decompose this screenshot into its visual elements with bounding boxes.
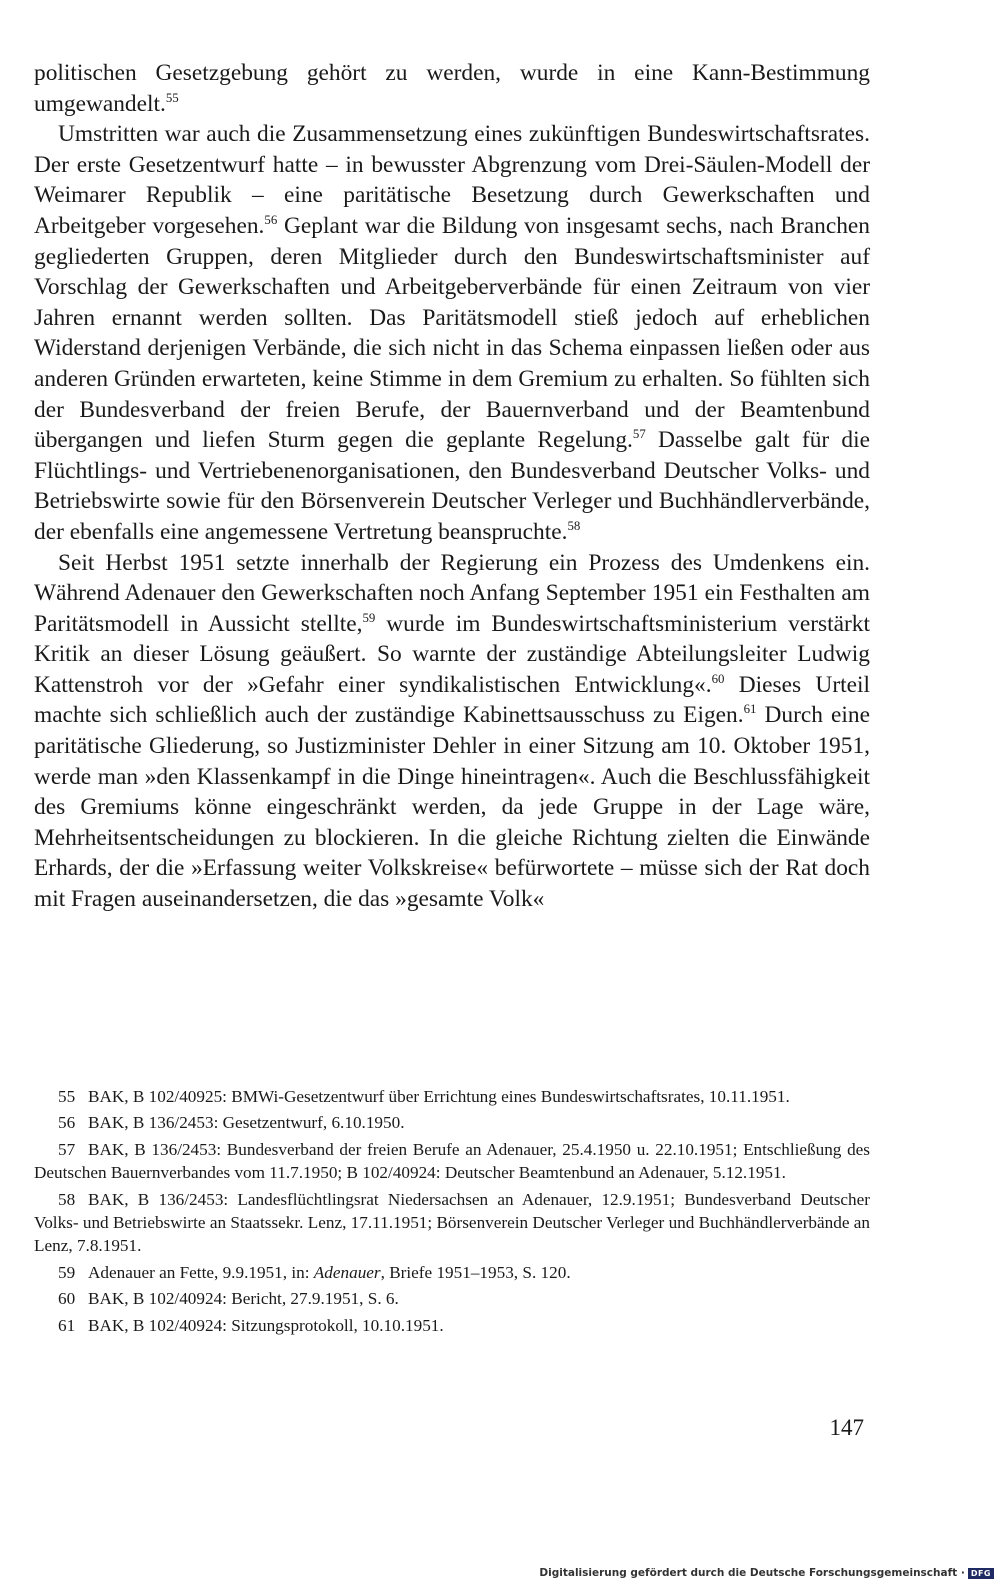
digitization-footer: [539, 1567, 994, 1579]
text-run: , Briefe 1951–1953, S. 120.: [380, 1262, 571, 1282]
text-run: BAK, B 136/2453: Gesetzentwurf, 6.10.1950.: [88, 1113, 405, 1133]
footnote-number: 61: [58, 1315, 76, 1335]
footnotes: [34, 1085, 870, 1340]
paragraph: [34, 548, 870, 915]
dfg-logo: DFG: [968, 1568, 994, 1579]
footnote-number: 59: [58, 1262, 76, 1282]
body-text: [34, 58, 870, 915]
text-run: Durch eine paritätische Gliederung, so Justizminister Dehler in einer Sitzung am 10. Oktober 1951, werde man »den Klassenkampf in die Dinge hineintragen«. Auch die Beschlussfähigkeit des Gremiums könne eingeschränkt werden, da jede Gruppe in der Lage wäre, Mehrheitsentscheidungen zu blockieren. In die gleiche Richtung zielten die Einwände Erhards, der die »Erfassung weiter Volkskreise« befürwortete – müsse sich der Rat doch mit Fragen auseinandersetzen, die das »gesamte Volk«: [34, 702, 870, 913]
text-run: BAK, B 136/2453: Landesflüchtlingsrat Niedersachsen an Adenauer, 12.9.1951; Bundesverband Deutscher Volks- und Betriebswirte an Staatssekr. Lenz, 17.11.1951; Börsenverein Deutscher Verleger und Buchhändlerverbände an Lenz, 7.8.1951.: [34, 1189, 870, 1256]
footnote-ref: 55: [165, 90, 179, 105]
page-number: 147: [829, 1415, 864, 1440]
footnote-ref: 58: [567, 519, 581, 534]
footnote-ref: 57: [632, 427, 646, 442]
text-run: BAK, B 102/40924: Bericht, 27.9.1951, S. 6.: [88, 1289, 399, 1309]
footnote-ref: 61: [743, 702, 757, 717]
text-run: BAK, B 136/2453: Bundesverband der freien Berufe an Adenauer, 25.4.1950 u. 22.10.1951; Entschließung des Deutschen Bauernverbandes vom 11.7.1950; B 102/40924: Deutscher Beamtenbund an Adenauer, 5.12.1951.: [34, 1139, 870, 1183]
footnote-number: 56: [58, 1113, 76, 1133]
footnote-number: 55: [58, 1087, 76, 1106]
text-run: Umstritten war auch die Zusammensetzung eines zukünftigen Bundeswirtschaftsrates. Der erste Gesetzentwurf hatte – in bewusster Abgrenzung vom Drei-Säulen-Modell der Weimarer Republik – eine paritätische Besetzung durch Gewerkschaften und Arbeitgeber vorgesehen.: [34, 121, 870, 239]
paragraph: [34, 119, 870, 547]
footnote-ref: 59: [362, 610, 376, 625]
footnote: [34, 1261, 870, 1284]
footer-text: Digitalisierung gefördert durch die Deutsche Forschungsgemeinschaft ·: [539, 1567, 965, 1579]
footnote: [34, 1188, 870, 1258]
text-run: Adenauer an Fette, 9.9.1951, in:: [88, 1262, 314, 1282]
text-run: Dasselbe galt für die Flüchtlings- und Vertriebenenorganisationen, den Bundesverband Deutscher Volks- und Betriebswirte sowie für den Börsenverein Deutscher Verleger und Buchhändlerverbände, der ebenfalls eine angemessene Vertretung beanspruchte.: [34, 427, 870, 545]
text-run: Geplant war die Bildung von insgesamt sechs, nach Branchen gegliederten Gruppen, deren Mitglieder durch den Bundeswirtschaftsminister auf Vorschlag der Gewerkschaften und Arbeitgeberverbände für einen Zeitraum von vier Jahren ernannt werden sollten. Das Paritätsmodell stieß jedoch auf erheblichen Widerstand derjenigen Verbände, die sich nicht in das Schema einpassen ließen oder aus anderen Gründen erwarteten, keine Stimme in dem Gremium zu erhalten. So fühlten sich der Bundesverband der freien Berufe, der Bauernverband und der Beamtenbund übergangen und liefen Sturm gegen die geplante Regelung.: [34, 212, 870, 454]
footnote: [34, 1314, 870, 1337]
footnote-number: 57: [58, 1139, 76, 1159]
text-run: BAK, B 102/40925: BMWi-Gesetzentwurf über Errichtung eines Bundeswirtschaftsrates, 10.11.1951.: [88, 1087, 790, 1106]
text-run: wurde im Bundeswirtschaftsministerium verstärkt Kritik an dieser Lösung geäußert. So warnte der zuständige Abteilungsleiter Ludwig Kattenstroh vor der »Gefahr einer syndikalistischen Entwicklung«.: [34, 610, 870, 698]
footnote: [34, 1111, 870, 1134]
text-run: Dieses Urteil machte sich schließlich auch der zuständige Kabinettsausschuss zu Eigen.: [34, 671, 870, 729]
text-run: BAK, B 102/40924: Sitzungsprotokoll, 10.10.1951.: [88, 1315, 444, 1335]
footnote: [34, 1085, 870, 1108]
footnote-ref: 60: [711, 672, 725, 687]
italic-text: Adenauer: [313, 1262, 381, 1282]
footnote-number: 60: [58, 1289, 76, 1309]
footnote-ref: 56: [264, 213, 278, 228]
text-run: Seit Herbst 1951 setzte innerhalb der Regierung ein Prozess des Umdenkens ein. Während Adenauer den Gewerkschaften noch Anfang September 1951 ein Festhalten am Paritätsmodell in Aussicht stellte,: [34, 549, 870, 637]
footnote: [34, 1287, 870, 1310]
footnote: [34, 1138, 870, 1185]
footnote-number: 58: [58, 1189, 76, 1209]
text-run: politischen Gesetzgebung gehört zu werden, wurde in eine Kann-Bestimmung umgewandelt.: [34, 60, 870, 117]
paragraph: [34, 58, 870, 119]
